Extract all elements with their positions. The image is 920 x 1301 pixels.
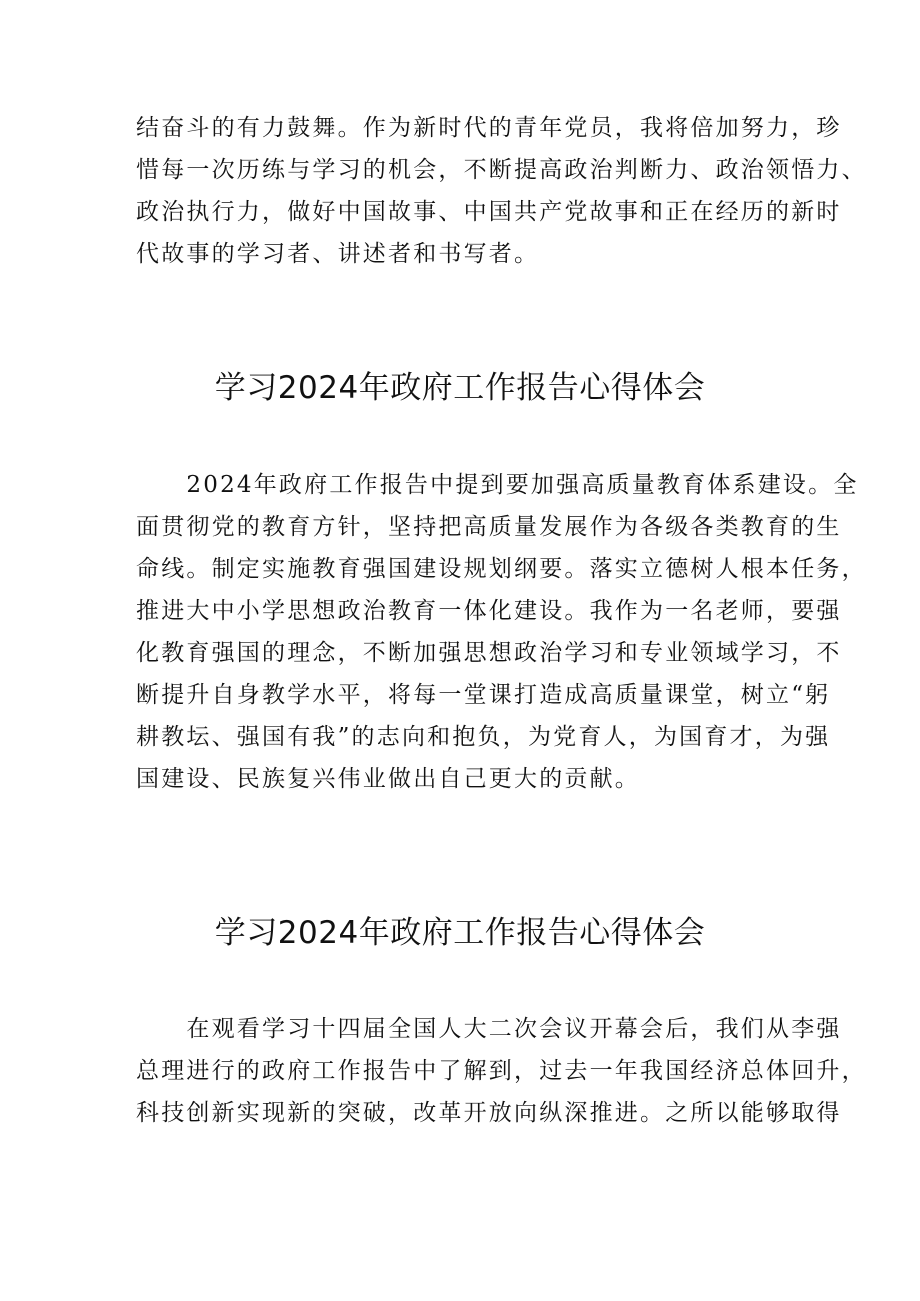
section-heading-2: 学习2024年政府工作报告心得体会 [214,915,706,951]
paragraph-line: 面贯彻党的教育方针，坚持把高质量发展作为各级各类教育的生 [136,514,842,540]
paragraph-line: 推进大中小学思想政治教育一体化建设。我作为一名老师，要强 [136,598,842,624]
paragraph-education [136,464,867,800]
paragraph-line: 科技创新实现新的突破，改革开放向纵深推进。之所以能够取得 [136,1100,842,1126]
section-heading-1: 学习2024年政府工作报告心得体会 [214,370,706,406]
paragraph-line: 国建设、民族复兴伟业做出自己更大的贡献。 [136,766,640,792]
paragraph-line: 政治执行力，做好中国故事、中国共产党故事和正在经历的新时 [136,199,842,225]
paragraph-line: 命线。制定实施教育强国建设规划纲要。落实立德树人根本任务， [136,556,867,582]
paragraph-line: 惜每一次历练与学习的机会，不断提高政治判断力、政治领悟力、 [136,157,867,183]
paragraph-line: 代故事的学习者、讲述者和书写者。 [136,241,540,267]
paragraph-line: 结奋斗的有力鼓舞。作为新时代的青年党员，我将倍加努力，珍 [136,115,842,141]
paragraph-line: 总理进行的政府工作报告中了解到，过去一年我国经济总体回升， [136,1058,867,1084]
paragraph-continuation [136,107,867,275]
paragraph-line: 2024年政府工作报告中提到要加强高质量教育体系建设。全 [136,472,859,498]
paragraph-congress [136,1008,867,1134]
paragraph-line: 化教育强国的理念，不断加强思想政治学习和专业领域学习，不 [136,640,842,666]
paragraph-line: 在观看学习十四届全国人大二次会议开幕会后，我们从李强 [136,1016,842,1042]
paragraph-line: 耕教坛、强国有我”的志向和抱负，为党育人，为国育才，为强 [136,724,831,750]
paragraph-line: 断提升自身教学水平，将每一堂课打造成高质量课堂，树立“躬 [136,682,831,708]
